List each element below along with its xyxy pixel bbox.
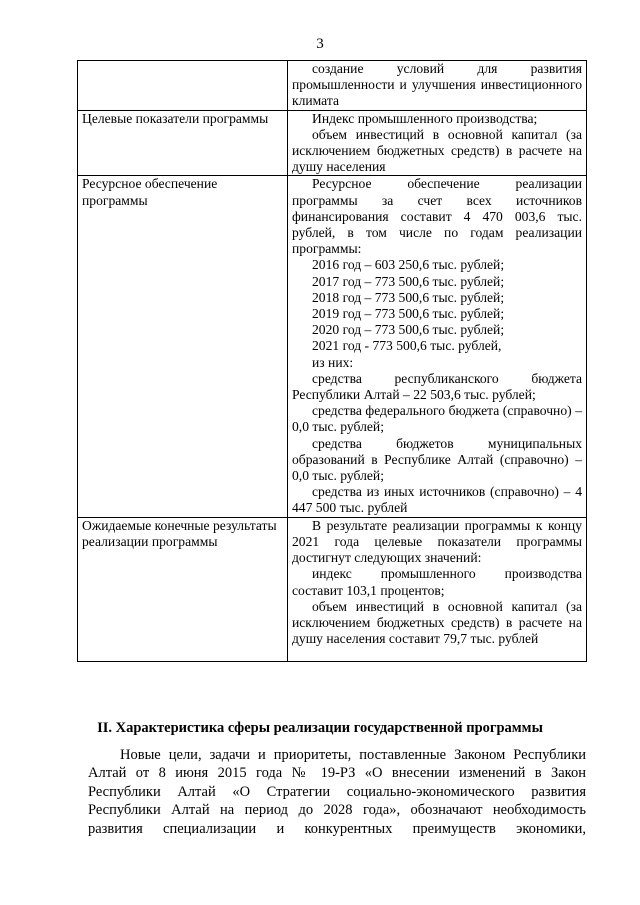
year-amount: 2016 год – 603 250,6 тыс. рублей; (312, 257, 505, 273)
funding-source: средства бюджетов муниципальных образований в Республике Алтай (справочно) – 0,0 тыс. рублей; (292, 435, 582, 484)
body-line: Республики Алтай на период до 2028 года», обозначают необходимость (88, 802, 586, 819)
year-amount: 2020 год – 773 500,6 тыс. рублей; (312, 322, 505, 338)
year-amount: 2017 год – 773 500,6 тыс. рублей; (312, 273, 505, 289)
section-body (88, 746, 586, 838)
row-label-empty (78, 61, 288, 111)
body-line: Новые цели, задачи и приоритеты, поставленные Законом Республики (120, 747, 586, 763)
body-line: Республики Алтай «О Стратегии социально-экономического развития (88, 783, 586, 800)
table-row (78, 110, 587, 176)
funding-source: средства республиканского бюджета Республики Алтай – 22 503,6 тыс. рублей; (292, 370, 582, 403)
row-content (288, 110, 587, 176)
table-row (78, 517, 587, 662)
result-item: В результате реализации программы к концу 2021 года целевые показатели программы достигнут следующих значений: (292, 517, 582, 566)
body-line: Алтай от 8 июня 2015 года № 19-РЗ «О внесении изменений в Закон (88, 765, 586, 782)
indicator-item: Индекс промышленного производства; (312, 110, 538, 126)
table-row (78, 176, 587, 517)
row-label-resource-provision: Ресурсное обеспечение программы (78, 176, 288, 517)
page-number: 3 (316, 36, 324, 52)
result-item: объем инвестиций в основной капитал (за исключением бюджетных средств) в расчете на душу населения составит 79,7 тыс. рублей (292, 598, 582, 647)
resource-intro: Ресурсное обеспечение реализации программы за счет всех источников финансирования составит 4 470 003,6 тыс. рублей, в том числе по годам реализации программы: (292, 176, 582, 257)
result-item: индекс промышленного производства составит 103,1 процентов; (292, 566, 582, 598)
row-content (288, 61, 587, 111)
row-content (288, 517, 587, 662)
indicator-item: объем инвестиций в основной капитал (за исключением бюджетных средств) в расчете на душу населения (292, 126, 582, 175)
row-content (288, 176, 587, 517)
year-amount: 2021 год - 773 500,6 тыс. рублей, (312, 338, 502, 354)
program-passport-table (77, 60, 587, 662)
row-label-target-indicators: Целевые показатели программы (78, 110, 288, 176)
funding-source: средства из иных источников (справочно) – 4 447 500 тыс. рублей (292, 484, 582, 516)
row-label-expected-results: Ожидаемые конечные результаты реализации программы (78, 517, 288, 662)
section-heading: II. Характеристика сферы реализации государственной программы (97, 720, 543, 736)
table-row (78, 61, 587, 111)
funding-source: средства федерального бюджета (справочно) – 0,0 тыс. рублей; (292, 403, 582, 435)
year-amount: 2019 год – 773 500,6 тыс. рублей; (312, 306, 505, 322)
goal-text: создание условий для развития промышленности и улучшения инвестиционного климата (292, 61, 582, 109)
of-them-label: из них: (312, 354, 354, 370)
year-amount: 2018 год – 773 500,6 тыс. рублей; (312, 289, 505, 305)
body-line: развития специализации и конкурентных преимуществ экономики, (88, 820, 586, 837)
